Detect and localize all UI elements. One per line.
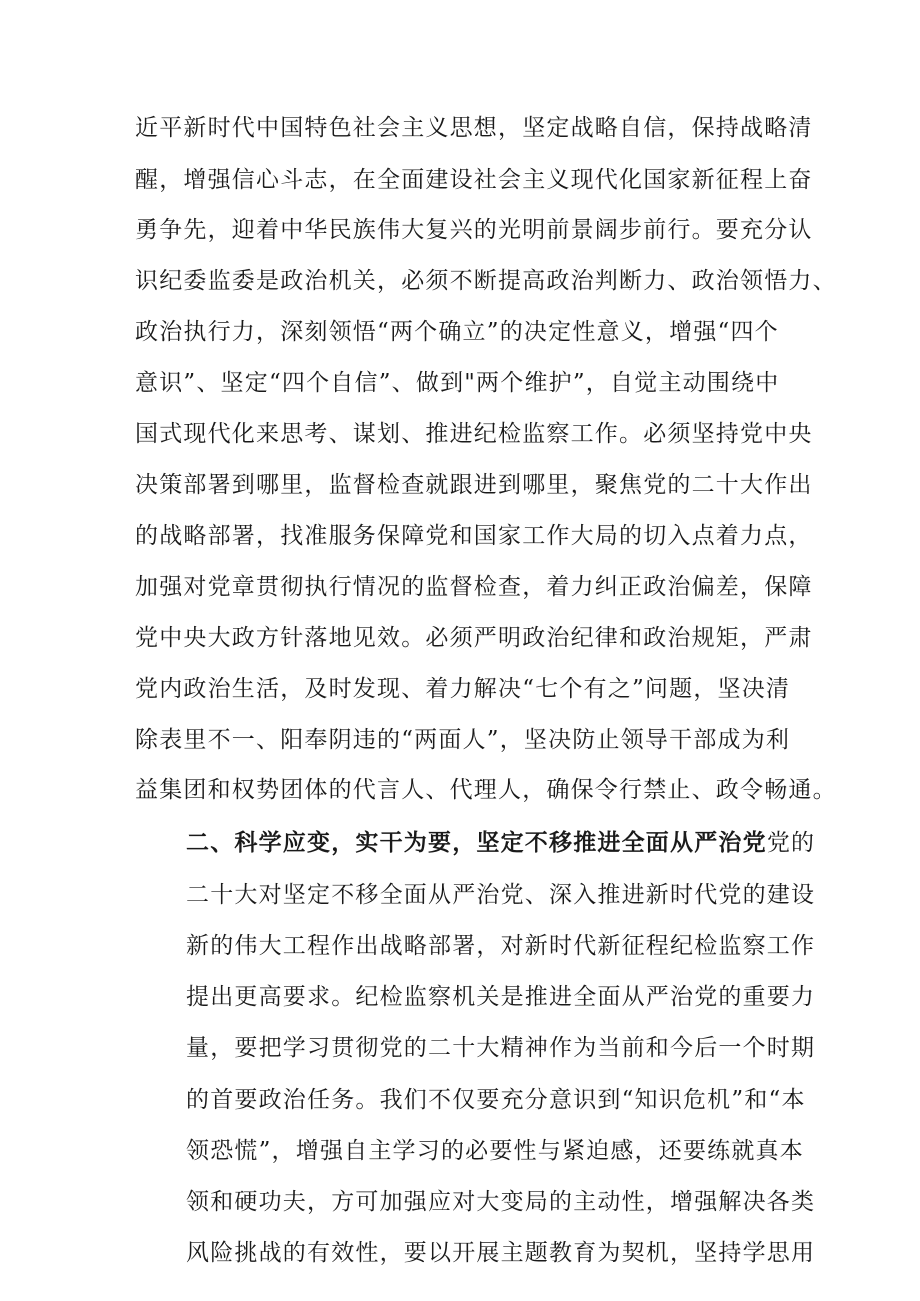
paragraph-line: 党中央大政方针落地见效。必须严明政治纪律和政治规矩，严肃: [135, 625, 813, 651]
paragraph-line: 国式现代化来思考、谋划、推进纪检监察工作。必须坚持党中央: [135, 421, 813, 447]
paragraph-line: 除表里不一、阳奉阴违的“两面人”，坚决防止领导干部成为利: [135, 727, 791, 753]
section-heading: 二、科学应变，实干为要，坚定不移推进全面从严治党: [186, 829, 767, 856]
paragraph-line: 识纪委监委是政治机关，必须不断提高政治判断力、政治领悟力、: [135, 268, 837, 294]
paragraph-line: 加强对党章贯彻执行情况的监督检查，着力纠正政治偏差，保障: [135, 574, 813, 600]
paragraph-line: 的首要政治任务。我们不仅要充分意识到“知识危机”和“本: [186, 1087, 806, 1113]
paragraph-line: 二十大对坚定不移全面从严治党、深入推进新时代党的建设: [186, 882, 816, 908]
section-heading-continuation: 党的: [766, 830, 816, 856]
paragraph-line: 决策部署到哪里，监督检查就跟进到哪里，聚焦党的二十大作出: [135, 472, 813, 498]
paragraph-line: 领和硬功夫，方可加强应对大变局的主动性，增强解决各类: [186, 1189, 816, 1215]
paragraph-line: 的战略部署，找准服务保障党和国家工作大局的切入点着力点，: [135, 523, 813, 549]
paragraph-line: 近平新时代中国特色社会主义思想，坚定战略自信，保持战略清: [135, 115, 813, 141]
paragraph-line: 醒，增强信心斗志，在全面建设社会主义现代化国家新征程上奋: [135, 167, 813, 193]
paragraph-line: 新的伟大工程作出战略部署，对新时代新征程纪检监察工作: [186, 933, 816, 959]
section-heading-line: [186, 823, 815, 863]
paragraph-line: 领恐慌”，增强自主学习的必要性与紧迫感，还要练就真本: [186, 1138, 804, 1164]
paragraph-line: 益集团和权势团体的代言人、代理人，确保令行禁止、政令畅通。: [135, 777, 837, 803]
paragraph-line: 风险挑战的有效性，要以开展主题教育为契机，坚持学思用: [186, 1240, 816, 1266]
paragraph-line: 勇争先，迎着中华民族伟大复兴的光明前景阔步前行。要充分认: [135, 217, 813, 243]
paragraph-line: 政治执行力，深刻领悟“两个确立”的决定性意义，增强“四个: [135, 319, 779, 345]
paragraph-line: 意识”、坚定“四个自信”、做到"两个维护”，自觉主动围绕中: [135, 370, 780, 396]
paragraph-line: 提出更高要求。纪检监察机关是推进全面从严治党的重要力: [186, 984, 816, 1010]
paragraph-line: 党内政治生活，及时发现、着力解决“七个有之”问题，坚决清: [135, 676, 791, 702]
paragraph-line: 量，要把学习贯彻党的二十大精神作为当前和今后一个时期: [186, 1035, 816, 1061]
